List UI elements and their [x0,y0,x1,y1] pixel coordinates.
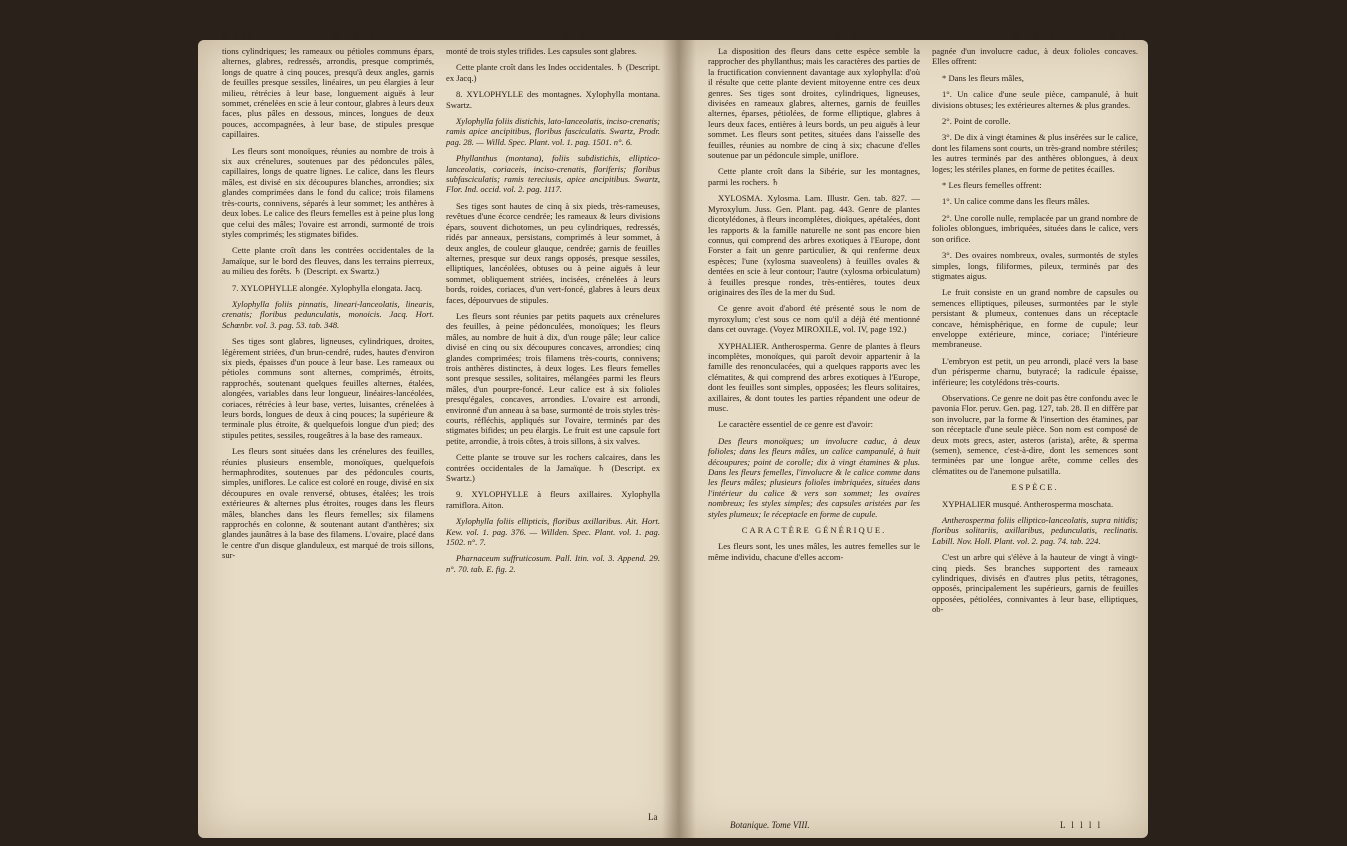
paragraph: Le fruit consiste en un grand nombre de capsules ou semences elliptiques, pileuses, surmontées par le style persistant & plumeux, contenues dans un réceptacle concave, hémisphérique, en forme de cupule; leur enveloppe extérieure, mince, coriace; l'intérieure membraneuse. [932,287,1138,350]
paragraph: Antherosperma foliis elliptico-lanceolatis, supra nitidis; floribus solitariis, axillaribus, pedunculatis, reclinatis. Labill. Nov. Holl. Plant. vol. 2. pag. 74. tab. 224. [932,515,1138,546]
right-running-head-2: X Y P [1010,28,1062,44]
paragraph: Les fleurs sont monoïques, réunies au nombre de trois à six aux crénelures, soutenues par des pédoncules pâles, capillaires, longs de quatre lignes. Le calice, dans les fleurs mâles, est divisé en six découpures blanches, arrondies; six glandes comprimées dans le fond du calice; trois filamens très-courts, connivens, séparés à leur sommet; les anthères à deux lobes. Le calice des fleurs femelles est à peine plus long que celui des mâles; l'ovaire est arrondi, surmonté de trois styles comprimés; les stigmates bifides. [222,145,434,239]
paragraph: Phyllanthus (montana), foliis subdistichis, elliptico-lanceolatis, coriaceis, inciso-crenatis, floriferis; floribus subfasciculatis; ramis tereciusis, apice ancipitibus. Swartz, Flor. Ind. occid. vol. 2. pag. 1117. [446,153,660,195]
paragraph: Observations. Ce genre ne doit pas être confondu avec le pavonia Flor. peruv. Gen. pag. 127, tab. 28. Il en diffère par son involucre, par la forme & l'insertion des étamines, par son réceptacle d'une seule pièce. Son nom est composé de deux mots grecs, aster, asteros (arista), arête, & sperma (semen), semence, c'est-à-dire, dont les semences sont terminées par une longue arête, comme celles des clématites ou de l'anemone pulsatilla. [932,392,1138,476]
left-column-1 [222,46,434,567]
paragraph: * Les fleurs femelles offrent: [942,180,1042,191]
book-gutter [662,40,696,838]
left-running-head-1: X Y L [330,28,383,44]
paragraph: Les fleurs sont situées dans les crénelures des feuilles, réunies plusieurs ensemble, monoïques, quelquefois hermaphrodites, soutenues par des pédoncules courts, simples, uniflores. Le calice est coloré en rouge, divisé en six découpures en ovale renversé, obtuses, étalées; les trois extérieures & alternes plus étroites, rouges dans les fleurs mâles, blanches dans les fleurs femelles; six filamens rapprochés en colonne, & soutenant autant d'anthères; six glandes jaunâtres à la base des filamens. L'ovaire, placé dans le centre d'un disque glanduleux, est marqué de trois sillons, sur- [222,446,434,561]
catchword: La [648,812,658,822]
paragraph: Les fleurs sont, les unes mâles, les autres femelles sur le même individu, chacune d'elles accom- [708,541,920,562]
paragraph: 2°. Une corolle nulle, remplacée par un grand nombre de folioles oblongues, imbriquées, situées dans le calice, vers son orifice. [932,212,1138,244]
right-page-number: 817 [1110,28,1142,44]
right-running-head-1: X Y P [812,28,864,44]
paragraph: La disposition des fleurs dans cette espèce semble la rapprocher des phyllanthus; mais les caractères des parties de la fructification conviennent davantage aux xylophylla: d'où il résulte que cette plante devient mitoyenne entre ces deux genres. Ses tiges sont droites, cylindriques, ligneuses, divisées en rameaux glabres, alternes, garnis de feuilles alternes, éparses, pétiolées, de forme elliptique, glabres à leurs deux faces, entières à leurs bords, un peu aiguës à leur sommet. Les fleurs sont petites, situées dans l'aisselle des feuilles, réunies au nombre de cinq à six; chacune d'elles soutenue par un pédoncule simple, uniflore. [708,46,920,161]
paragraph: 1°. Un calice d'une seule pièce, campanulé, à huit divisions obtuses; les extérieures alternes & plus grandes. [932,89,1138,110]
paragraph: Les fleurs sont réunies par petits paquets aux crénelures des feuilles, à peine pédonculées, monoïques; les fleurs mâles, au nombre de huit à dix, d'un rouge pâle; leur calice divisé en cinq ou six découpures concaves, arrondies; cinq glandes comprimées; trois filamens très-courts, connivens; trois anthères distinctes, à deux loges. Les fleurs femelles sont presque sessiles, solitaires, mélangées parmi les fleurs mâles, d'un pourpre-foncé. Leur calice est à six folioles presqu'égales, concaves, arrondies. L'ovaire est arrondi, environné d'un anneau à sa base, surmonté de trois styles très-courts, réfléchis, appliqués sur l'ovaire, terminés par des stigmates bifides; un peu élargis. Le fruit est une capsule fort petite, arrondie, à trois côtes, à trois sillons, à six valves. [446,310,660,446]
paragraph: Xylophylla foliis ellipticis, floribus axillaribus. Ait. Hort. Kew. vol. 1. pag. 376. — Willden. Spec. Plant. vol. 1. pag. 1502. n°. 7. [446,516,660,548]
right-column-2 [932,46,1138,621]
paragraph: * Dans les fleurs mâles, [942,72,1024,83]
paragraph: tions cylindriques; les rameaux ou pétioles communs épars, alternes, glabres, redressés, arrondis, presque comprimés, longs de quatre à cinq pouces, presqu'à deux angles, garnis de feuilles presque sessiles, linéaires, un peu élargies à leur milieu, rétrécies à leur base, longuement aiguës à leur sommet, crénelées en scie à leur contour, glabres à leurs deux faces, plus pâles en dessous, minces, longues de deux pouces, accompagnées, à leur base, de stipules presque capillaires. [222,46,434,140]
paragraph: Xylophylla foliis distichis, lato-lanceolatis, inciso-crenatis; ramis apice ancipitibus, floribus fasciculatis. Swartz, Prodr. pag. 28. — Willd. Spec. Plant. vol. 1. pag. 1501. n°. 6. [446,116,660,147]
paragraph: Des fleurs monoïques; un involucre caduc, à deux folioles; dans les fleurs mâles, un calice campanulé, à huit découpures; point de corolle; dix à vingt étamines & plus. Dans les fleurs femelles, l'involucre & le calice comme dans les fleurs mâles; plusieurs folioles imbriquées, situées dans l'intérieur du calice & vers son sommet; les ovaires nombreux; les styles simples; des capsules aristées par les styles plumeux; le réceptacle en forme de cupule. [708,435,920,519]
paragraph: Cette plante se trouve sur les rochers calcaires, dans les contrées occidentales de la Jamaïque. ♄ (Descript. ex Swartz.) [446,452,660,484]
paragraph: Pharnaceum suffruticosum. Pall. Itin. vol. 3. Append. 29. n°. 70. tab. E. fig. 2. [446,553,660,574]
left-running-head-2: X Y L [540,28,593,44]
paragraph: 1°. Un calice comme dans les fleurs mâles. [942,196,1090,207]
species-heading: 9. XYLOPHYLLE à fleurs axillaires. Xylophylla ramiflora. Aiton. [446,489,660,510]
paragraph: Cette plante croît dans les contrées occidentales de la Jamaïque, sur le bord des fleuves, dans les terrains pierreux, au milieu des forêts. ♄ (Descript. ex Swartz.) [222,245,434,277]
right-column-1 [708,46,920,568]
paragraph: pagnée d'un involucre caduc, à deux folioles concaves. Elles offrent: [932,46,1138,67]
paragraph: L'embryon est petit, un peu arrondi, placé vers la base d'un périsperme charnu, butyracé; la radicule épaisse, inférieure; les cotylédons très-courts. [932,355,1138,387]
paragraph: 3°. De dix à vingt étamines & plus insérées sur le calice, dont les filamens sont courts, un très-grand nombre stériles; les autres terminés par des anthères oblongues, à deux loges; les stériles planes, en forme de petites écailles. [932,132,1138,174]
section-heading: ESPÈCE. [1011,482,1059,493]
paragraph: Ce genre avoit d'abord été présenté sous le nom de myroxylum; c'est sous ce nom qu'il a déjà été mentionné dans cet ouvrage. (Voyez MIROXILE, vol. IV, page 192.) [708,303,920,335]
left-column-2 [446,46,660,580]
genus-entry: XYLOSMA. Xylosma. Lam. Illustr. Gen. tab. 827. — Myroxylum. Juss. Gen. Plant. pag. 443. Genre de plantes dicotylédones, à fleurs incomplètes, dioïques, apétalées, dont les rapports & la famille naturelle ne sont pas encore bien connus, qui comprend des arbres exotiques à l'Europe, dont Forster a fait un genre particulier, & qui renferme deux espèces; l'une (xylosma suaveolens) à feuilles ovales & dentées en scie à leur contour; l'autre (xylosma orbiculatum) à feuilles presque rondes, très-entières, toutes deux originaires des îles de la mer du Sud. [708,193,920,297]
paragraph: 3°. Des ovaires nombreux, ovales, surmontés de styles simples, longs, filiformes, pileux, terminés par des stigmates aigus. [932,250,1138,281]
paragraph: 2°. Point de corolle. [942,116,1011,127]
left-page-number: 816 [222,28,254,44]
section-heading: CARACTÈRE GÉNÉRIQUE. [741,525,887,536]
paragraph: monté de trois styles trifides. Les capsules sont glabres. [446,46,637,56]
species-heading: 7. XYLOPHYLLE alongée. Xylophylla elongata. Jacq. [232,282,423,293]
paragraph: Ses tiges sont hautes de cinq à six pieds, très-rameuses, revêtues d'une écorce cendrée; les rameaux & leurs divisions épars, souvent dichotomes, un peu cylindriques, redressés, ridés par anneaux, persistans, comprimés à leur sommet, à deux angles, de couleur glauque, cendrée; garnis de feuilles alternes, presque sur deux rangs opposés, presque sessiles, elliptiques, lancéolées, obtuses ou à peine aiguës à leur sommet, obliquement striées, incisées, crénelées à leurs bords, roides, coriaces, d'un vert-foncé, glabres à leurs deux faces, dépourvues de stipules. [446,200,660,305]
species-heading: XYPHALIER musqué. Antherosperma moschata. [942,498,1114,509]
paragraph: Cette plante croît dans les Indes occidentales. ♄ (Descript. ex Jacq.) [446,62,660,83]
page-footer: Botanique. Tome VIII. [730,820,810,830]
species-heading: 8. XYLOPHYLLE des montagnes. Xylophylla montana. Swartz. [446,89,660,110]
paragraph: Xylophylla foliis pinnatis, lineari-lanceolatis, linearis, crenatis; floribus pedunculatis, monoicis. Jacq. Hort. Schœnbr. vol. 3. pag. 53. tab. 348. [222,298,434,330]
genus-entry: XYPHALIER. Antherosperma. Genre de plantes à fleurs incomplètes, monoïques, qui paroît devoir appartenir à la famille des renonculacées, qui a quelques rapports avec les clématites, & qui comprend des arbres exotiques à l'Europe, dont les feuilles sont simples, opposées; les fleurs solitaires, axillaires, & dont toutes les parties répandent une odeur de musc. [708,340,920,413]
paragraph: Ses tiges sont glabres, ligneuses, cylindriques, droites, légèrement striées, d'un brun-cendré, rudes, hautes d'environ six pieds, épaisses d'un pouce à leur base. Les rameaux ou pétioles communs sont alternes, comprimés, étroits, rapprochés, soutenant quelques feuilles alternes, étalées, alongées, variables dans leur longueur, linéaires-lancéolées, coriaces, rétrécies à leur base, vertes, luisantes, crénelées à leurs bords, longues de deux à cinq pouces; la supérieure & terminale plus étroite, & quelquefois longue d'un pied; des stipules petites, sessiles, rougeâtres à la base des rameaux. [222,336,434,440]
signature-mark: L l l l l [1060,820,1103,830]
paragraph: Le caractère essentiel de ce genre est d'avoir: [718,419,873,430]
paragraph: Cette plante croît dans la Sibérie, sur les montagnes, parmi les rochers. ♄ [708,166,920,187]
paragraph: C'est un arbre qui s'élève à la hauteur de vingt à vingt-cinq pieds. Ses branches supportent des rameaux cylindriques, divisés en d'autres plus petits, tétragones, opposés, principalement les supérieurs, garnis de feuilles opposées, pétiolées, connivantes à leur base, elliptiques, ob- [932,552,1138,615]
